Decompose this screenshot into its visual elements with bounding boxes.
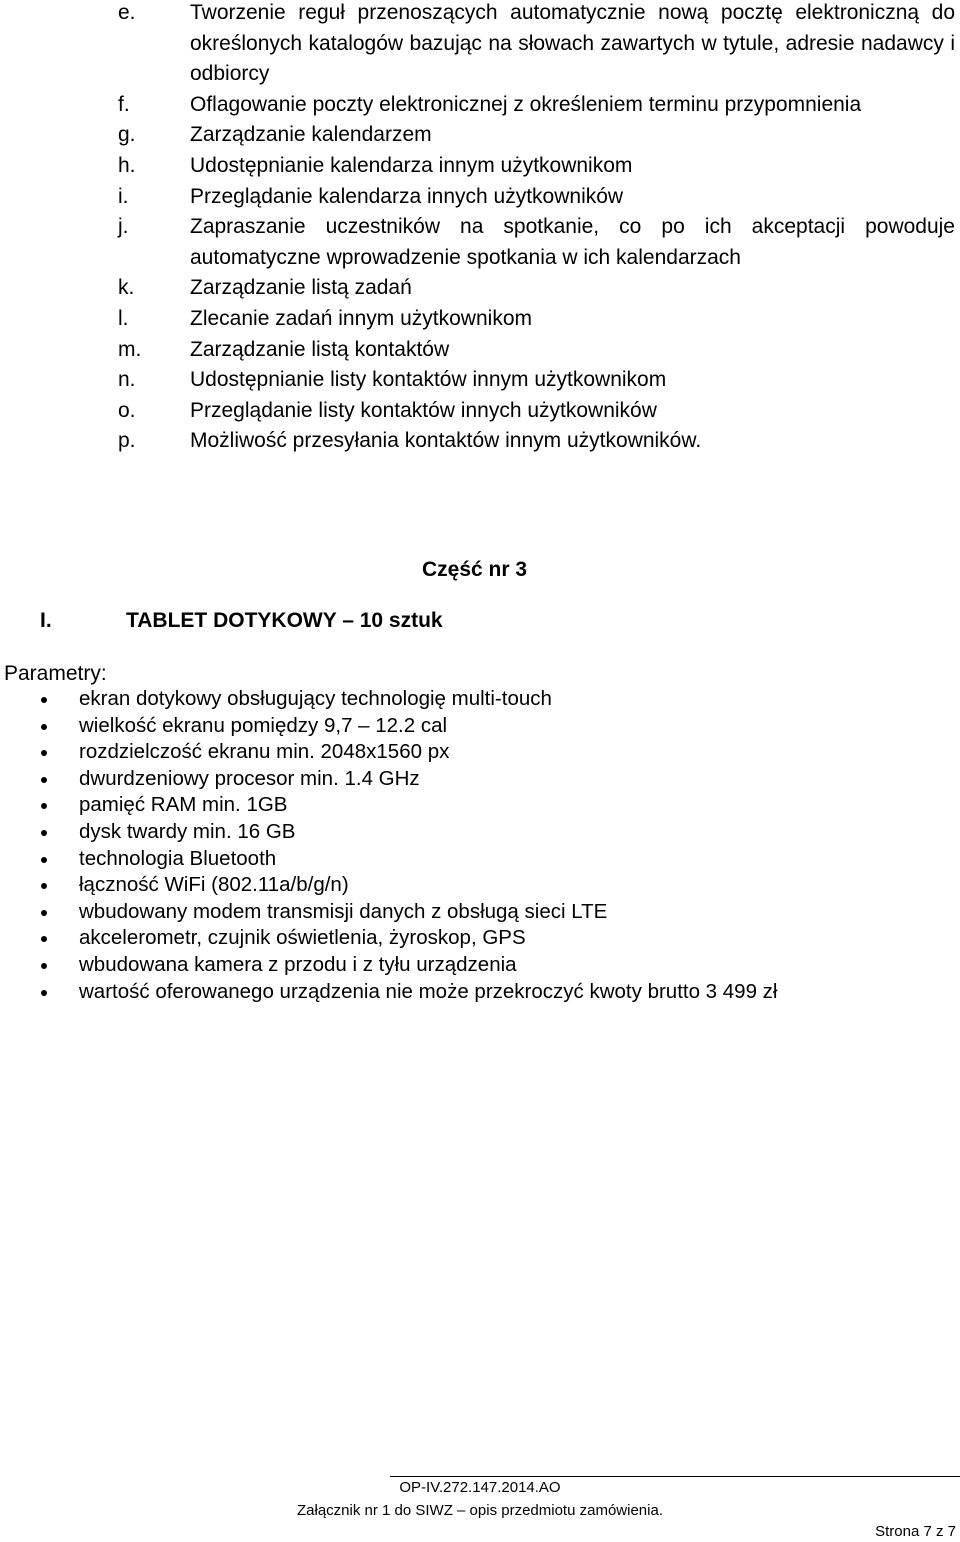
- param-text: rozdzielczość ekranu min. 2048x1560 px: [79, 740, 450, 764]
- bullet-icon: [41, 990, 47, 996]
- list-item-text: Oflagowanie poczty elektronicznej z określeniem terminu przypomnienia: [190, 92, 862, 116]
- list-item-marker: p.: [118, 429, 136, 453]
- bullet-icon: [41, 830, 47, 836]
- list-item-text: Tworzenie reguł przenoszących automatycznie nową pocztę elektroniczną do określonych katalogów bazując na słowach zawartych w tytule, adresie nadawcy i odbiorcy: [190, 1, 955, 86]
- bullet-icon: [41, 697, 47, 703]
- list-item-text: Przeglądanie kalendarza innych użytkowników: [190, 184, 624, 208]
- list-item-marker: j.: [118, 215, 129, 239]
- param-text: dysk twardy min. 16 GB: [79, 819, 296, 843]
- list-item: [0, 273, 960, 304]
- param-item: [0, 846, 960, 873]
- param-item: [0, 766, 960, 793]
- param-item: [0, 739, 960, 766]
- list-item-marker: o.: [118, 398, 136, 422]
- section-title: TABLET DOTYKOWY – 10 sztuk: [126, 609, 443, 632]
- bullet-icon: [41, 857, 47, 863]
- param-item: [0, 952, 960, 979]
- list-item-marker: k.: [118, 276, 135, 300]
- param-text: pamięć RAM min. 1GB: [79, 793, 288, 817]
- param-item: [0, 819, 960, 846]
- feature-list: [0, 0, 960, 457]
- bullet-icon: [41, 883, 47, 889]
- param-item: [0, 792, 960, 819]
- list-item-marker: e.: [118, 1, 136, 24]
- param-text: wbudowany modem transmisji danych z obsługą sieci LTE: [79, 899, 608, 923]
- bullet-icon: [41, 936, 47, 942]
- list-item-text: Zarządzanie listą zadań: [190, 276, 412, 300]
- page-number: Strona 7 z 7: [875, 1523, 956, 1540]
- param-item: [0, 713, 960, 740]
- list-item-text: Przeglądanie listy kontaktów innych użytkowników: [190, 398, 657, 422]
- list-item-text: Zlecanie zadań innym użytkownikom: [190, 306, 532, 330]
- list-item-text: Udostępnianie listy kontaktów innym użytkownikom: [190, 368, 667, 392]
- list-item: [0, 0, 960, 90]
- list-item: [0, 396, 960, 427]
- param-text: wbudowana kamera z przodu i z tyłu urządzenia: [79, 952, 517, 976]
- part-heading: Część nr 3: [422, 558, 528, 581]
- list-item: [0, 90, 960, 121]
- list-item: [0, 304, 960, 335]
- list-item-text: Możliwość przesyłania kontaktów innym użytkowników.: [190, 429, 702, 453]
- list-item: [0, 212, 960, 273]
- list-item: [0, 151, 960, 182]
- list-item-marker: i.: [118, 184, 129, 208]
- footer-divider: [390, 1476, 960, 1477]
- list-item: [0, 182, 960, 213]
- list-item: [0, 365, 960, 396]
- param-text: technologia Bluetooth: [79, 846, 277, 870]
- param-item: [0, 979, 960, 1006]
- section-number: I.: [40, 609, 52, 632]
- param-text: dwurdzeniowy procesor min. 1.4 GHz: [79, 766, 420, 790]
- bullet-icon: [41, 910, 47, 916]
- list-item-text: Zapraszanie uczestników na spotkanie, co po ich akceptacji powoduje automatyczne wprowadzenie spotkania w ich kalendarzach: [190, 215, 955, 269]
- param-item: [0, 925, 960, 952]
- bullet-icon: [41, 777, 47, 783]
- list-item-marker: f.: [118, 92, 130, 116]
- param-item: [0, 899, 960, 926]
- param-text: łączność WiFi (802.11a/b/g/n): [79, 873, 349, 897]
- bullet-icon: [41, 963, 47, 969]
- params-label: Parametry:: [4, 662, 107, 685]
- param-text: wartość oferowanego urządzenia nie może przekroczyć kwoty brutto 3 499 zł: [79, 979, 778, 1003]
- param-text: ekran dotykowy obsługujący technologię multi-touch: [79, 687, 552, 710]
- list-item-marker: m.: [118, 337, 142, 361]
- param-item: [0, 686, 960, 713]
- bullet-icon: [41, 803, 47, 809]
- footer-description: Załącznik nr 1 do SIWZ – opis przedmiotu zamówienia.: [297, 1502, 663, 1519]
- list-item-marker: g.: [118, 123, 136, 147]
- param-text: akcelerometr, czujnik oświetlenia, żyroskop, GPS: [79, 926, 526, 950]
- list-item-marker: l.: [118, 306, 129, 330]
- section-heading: [40, 607, 443, 635]
- param-item: [0, 872, 960, 899]
- list-item-text: Udostępnianie kalendarza innym użytkownikom: [190, 153, 633, 177]
- list-item-text: Zarządzanie kalendarzem: [190, 123, 432, 147]
- list-item-marker: n.: [118, 368, 136, 392]
- list-item: [0, 426, 960, 457]
- list-item-text: Zarządzanie listą kontaktów: [190, 337, 450, 361]
- list-item: [0, 120, 960, 151]
- list-item-marker: h.: [118, 153, 136, 177]
- bullet-icon: [41, 750, 47, 756]
- param-text: wielkość ekranu pomiędzy 9,7 – 12.2 cal: [79, 713, 448, 737]
- params-list: [0, 686, 960, 1005]
- list-item: [0, 335, 960, 366]
- bullet-icon: [41, 724, 47, 730]
- footer-code: OP-IV.272.147.2014.AO: [399, 1479, 561, 1496]
